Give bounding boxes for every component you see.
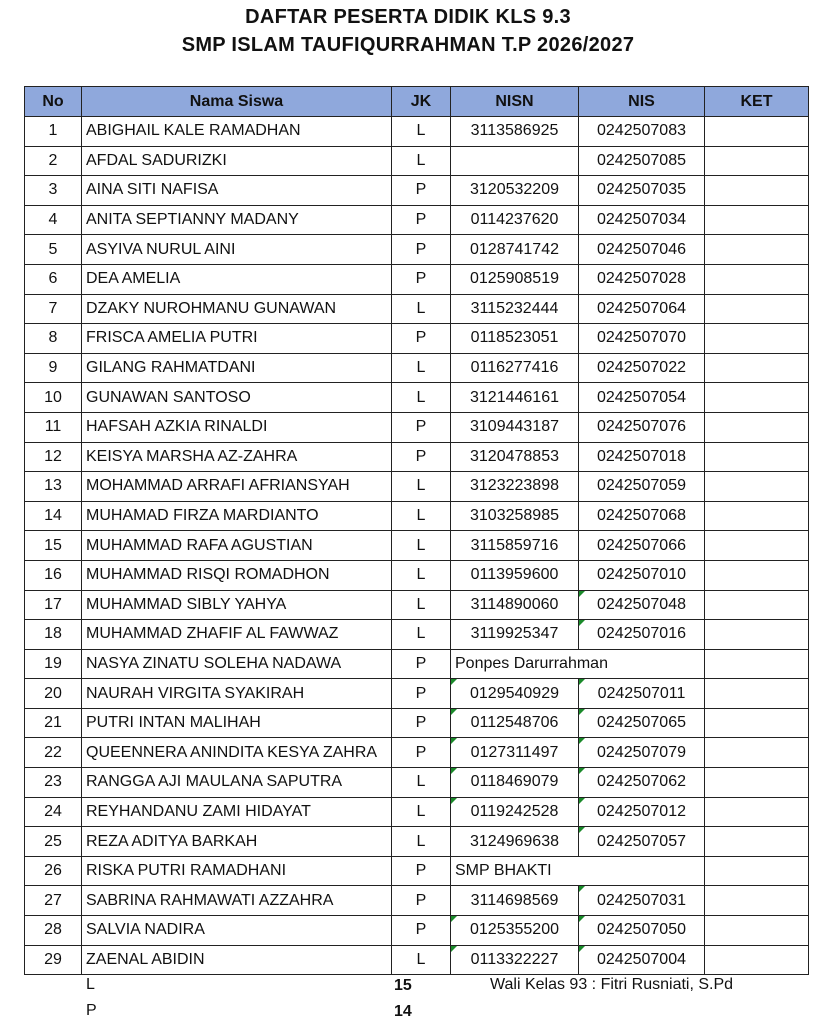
cell-nama: SABRINA RAHMAWATI AZZAHRA — [82, 886, 392, 916]
cell-jk: P — [392, 264, 451, 294]
cell-nis: 0242507085 — [579, 146, 705, 176]
cell-jk: P — [392, 708, 451, 738]
cell-ket — [705, 383, 809, 413]
cell-ket — [705, 264, 809, 294]
cell-no: 9 — [25, 353, 82, 383]
cell-jk: L — [392, 531, 451, 561]
cell-no: 1 — [25, 117, 82, 147]
cell-nama: RANGGA AJI MAULANA SAPUTRA — [82, 768, 392, 798]
cell-ket — [705, 945, 809, 975]
cell-nisn: 0119242528 — [451, 797, 579, 827]
table-row — [25, 886, 809, 916]
cell-no: 22 — [25, 738, 82, 768]
cell-nis: 0242507028 — [579, 264, 705, 294]
table-row — [25, 916, 809, 946]
cell-ket — [705, 412, 809, 442]
cell-jk: P — [392, 886, 451, 916]
cell-no: 27 — [25, 886, 82, 916]
cell-no: 14 — [25, 501, 82, 531]
footer-p-label: P — [86, 1002, 97, 1019]
table-row — [25, 205, 809, 235]
cell-nama: PUTRI INTAN MALIHAH — [82, 708, 392, 738]
cell-no: 6 — [25, 264, 82, 294]
cell-nisn: 0125355200 — [451, 916, 579, 946]
cell-jk: L — [392, 472, 451, 502]
homeroom-teacher: Wali Kelas 93 : Fitri Rusniati, S.Pd — [490, 976, 734, 993]
cell-no: 16 — [25, 560, 82, 590]
cell-nama: MUHAMMAD RAFA AGUSTIAN — [82, 531, 392, 561]
table-row — [25, 146, 809, 176]
cell-nis: 0242507018 — [579, 442, 705, 472]
cell-nis — [579, 856, 705, 886]
cell-nama: RISKA PUTRI RAMADHANI — [82, 856, 392, 886]
cell-no: 15 — [25, 531, 82, 561]
cell-no: 25 — [25, 827, 82, 857]
cell-nis: 0242507066 — [579, 531, 705, 561]
column-header-jk: JK — [392, 87, 451, 117]
cell-nisn: 0118469079 — [451, 768, 579, 798]
table-row — [25, 797, 809, 827]
cell-nisn: 0112548706 — [451, 708, 579, 738]
table-row — [25, 620, 809, 650]
cell-ket — [705, 590, 809, 620]
cell-ket — [705, 205, 809, 235]
cell-no: 4 — [25, 205, 82, 235]
cell-jk: P — [392, 856, 451, 886]
cell-no: 11 — [25, 412, 82, 442]
cell-nis: 0242507016 — [579, 620, 705, 650]
table-header-row — [25, 87, 809, 117]
cell-nama: DZAKY NUROHMANU GUNAWAN — [82, 294, 392, 324]
cell-no: 10 — [25, 383, 82, 413]
cell-ket — [705, 768, 809, 798]
table-row — [25, 827, 809, 857]
cell-ket — [705, 560, 809, 590]
cell-nis: 0242507012 — [579, 797, 705, 827]
cell-nis: 0242507064 — [579, 294, 705, 324]
footer-l-label: L — [86, 976, 95, 993]
cell-nisn: SMP BHAKTI — [451, 856, 579, 886]
cell-ket — [705, 827, 809, 857]
cell-nisn: 3120532209 — [451, 176, 579, 206]
cell-nisn: 3103258985 — [451, 501, 579, 531]
cell-nis: 0242507059 — [579, 472, 705, 502]
student-table — [24, 86, 809, 975]
cell-nis: 0242507057 — [579, 827, 705, 857]
cell-nama: GUNAWAN SANTOSO — [82, 383, 392, 413]
cell-jk: L — [392, 827, 451, 857]
cell-ket — [705, 146, 809, 176]
cell-nama: ABIGHAIL KALE RAMADHAN — [82, 117, 392, 147]
cell-no: 5 — [25, 235, 82, 265]
cell-nama: ANITA SEPTIANNY MADANY — [82, 205, 392, 235]
table-row — [25, 117, 809, 147]
cell-ket — [705, 856, 809, 886]
table-row — [25, 531, 809, 561]
cell-nama: ZAENAL ABIDIN — [82, 945, 392, 975]
cell-ket — [705, 886, 809, 916]
footer-p-count: 14 — [394, 1003, 412, 1020]
cell-no: 26 — [25, 856, 82, 886]
cell-nis: 0242507010 — [579, 560, 705, 590]
cell-jk: L — [392, 353, 451, 383]
cell-ket — [705, 117, 809, 147]
cell-ket — [705, 649, 809, 679]
cell-nis: 0242507054 — [579, 383, 705, 413]
cell-no: 8 — [25, 324, 82, 354]
cell-jk: P — [392, 176, 451, 206]
cell-jk: L — [392, 501, 451, 531]
cell-jk: L — [392, 560, 451, 590]
cell-nis: 0242507035 — [579, 176, 705, 206]
cell-nisn: Ponpes Darurrahman — [451, 649, 579, 679]
cell-nama: QUEENNERA ANINDITA KESYA ZAHRA — [82, 738, 392, 768]
cell-nis: 0242507031 — [579, 886, 705, 916]
cell-nisn: 3113586925 — [451, 117, 579, 147]
cell-ket — [705, 472, 809, 502]
cell-nisn: 3109443187 — [451, 412, 579, 442]
table-row — [25, 383, 809, 413]
cell-nama: MUHAMMAD SIBLY YAHYA — [82, 590, 392, 620]
cell-nama: GILANG RAHMATDANI — [82, 353, 392, 383]
cell-nisn: 3114890060 — [451, 590, 579, 620]
table-row — [25, 472, 809, 502]
table-row — [25, 353, 809, 383]
cell-nisn: 3114698569 — [451, 886, 579, 916]
cell-jk: P — [392, 679, 451, 709]
table-row — [25, 442, 809, 472]
cell-no: 24 — [25, 797, 82, 827]
cell-jk: P — [392, 916, 451, 946]
cell-nisn: 0128741742 — [451, 235, 579, 265]
cell-no: 17 — [25, 590, 82, 620]
cell-ket — [705, 531, 809, 561]
cell-nama: MUHAMAD FIRZA MARDIANTO — [82, 501, 392, 531]
cell-jk: L — [392, 620, 451, 650]
table-row — [25, 324, 809, 354]
table-row — [25, 264, 809, 294]
cell-ket — [705, 294, 809, 324]
cell-jk: P — [392, 412, 451, 442]
cell-ket — [705, 442, 809, 472]
table-row — [25, 412, 809, 442]
cell-jk: L — [392, 945, 451, 975]
cell-nama: NAURAH VIRGITA SYAKIRAH — [82, 679, 392, 709]
cell-ket — [705, 708, 809, 738]
cell-nama: KEISYA MARSHA AZ-ZAHRA — [82, 442, 392, 472]
cell-no: 7 — [25, 294, 82, 324]
table-row — [25, 649, 809, 679]
cell-nama: AINA SITI NAFISA — [82, 176, 392, 206]
cell-nisn: 3120478853 — [451, 442, 579, 472]
cell-nisn — [451, 146, 579, 176]
cell-nisn: 0116277416 — [451, 353, 579, 383]
cell-nisn: 0113959600 — [451, 560, 579, 590]
cell-jk: P — [392, 442, 451, 472]
cell-nama: ASYIVA NURUL AINI — [82, 235, 392, 265]
cell-ket — [705, 679, 809, 709]
cell-nisn: 3124969638 — [451, 827, 579, 857]
cell-jk: L — [392, 117, 451, 147]
cell-no: 13 — [25, 472, 82, 502]
cell-nis: 0242507034 — [579, 205, 705, 235]
cell-jk: P — [392, 205, 451, 235]
column-header-nama: Nama Siswa — [82, 87, 392, 117]
cell-nis: 0242507062 — [579, 768, 705, 798]
document-title: DAFTAR PESERTA DIDIK KLS 9.3 — [245, 6, 571, 28]
cell-jk: L — [392, 383, 451, 413]
cell-nis: 0242507068 — [579, 501, 705, 531]
cell-nisn: 3119925347 — [451, 620, 579, 650]
cell-nisn: 3121446161 — [451, 383, 579, 413]
cell-ket — [705, 738, 809, 768]
table-row — [25, 945, 809, 975]
cell-ket — [705, 620, 809, 650]
cell-nisn: 0127311497 — [451, 738, 579, 768]
column-header-nisn: NISN — [451, 87, 579, 117]
cell-nisn: 0114237620 — [451, 205, 579, 235]
table-row — [25, 590, 809, 620]
cell-no: 3 — [25, 176, 82, 206]
cell-nisn: 3123223898 — [451, 472, 579, 502]
cell-jk: L — [392, 590, 451, 620]
cell-jk: P — [392, 649, 451, 679]
cell-nama: REZA ADITYA BARKAH — [82, 827, 392, 857]
cell-nis: 0242507065 — [579, 708, 705, 738]
cell-nama: HAFSAH AZKIA RINALDI — [82, 412, 392, 442]
cell-nisn: 0125908519 — [451, 264, 579, 294]
cell-nis: 0242507011 — [579, 679, 705, 709]
cell-no: 28 — [25, 916, 82, 946]
cell-jk: L — [392, 294, 451, 324]
cell-jk: P — [392, 324, 451, 354]
table-row — [25, 501, 809, 531]
table-row — [25, 235, 809, 265]
column-header-ket: KET — [705, 87, 809, 117]
cell-no: 21 — [25, 708, 82, 738]
table-row — [25, 768, 809, 798]
cell-nisn: 3115859716 — [451, 531, 579, 561]
cell-nis: 0242507048 — [579, 590, 705, 620]
table-row — [25, 856, 809, 886]
cell-nama: MUHAMMAD RISQI ROMADHON — [82, 560, 392, 590]
column-header-no: No — [25, 87, 82, 117]
table-row — [25, 679, 809, 709]
cell-nama: FRISCA AMELIA PUTRI — [82, 324, 392, 354]
cell-nis: 0242507050 — [579, 916, 705, 946]
document-subtitle: SMP ISLAM TAUFIQURRAHMAN T.P 2026/2027 — [181, 34, 635, 56]
cell-no: 20 — [25, 679, 82, 709]
cell-nis: 0242507083 — [579, 117, 705, 147]
cell-jk: P — [392, 235, 451, 265]
cell-nis: 0242507046 — [579, 235, 705, 265]
cell-nisn: 0118523051 — [451, 324, 579, 354]
cell-ket — [705, 501, 809, 531]
cell-nama: DEA AMELIA — [82, 264, 392, 294]
cell-nama: MOHAMMAD ARRAFI AFRIANSYAH — [82, 472, 392, 502]
cell-ket — [705, 916, 809, 946]
cell-no: 12 — [25, 442, 82, 472]
cell-nama: AFDAL SADURIZKI — [82, 146, 392, 176]
cell-nama: NASYA ZINATU SOLEHA NADAWA — [82, 649, 392, 679]
cell-jk: P — [392, 738, 451, 768]
cell-nis: 0242507079 — [579, 738, 705, 768]
footer-l-count: 15 — [394, 977, 412, 994]
cell-nama: SALVIA NADIRA — [82, 916, 392, 946]
cell-ket — [705, 353, 809, 383]
cell-nisn: 0113322227 — [451, 945, 579, 975]
table-row — [25, 560, 809, 590]
cell-ket — [705, 324, 809, 354]
table-row — [25, 708, 809, 738]
column-header-nis: NIS — [579, 87, 705, 117]
cell-no: 29 — [25, 945, 82, 975]
cell-nama: REYHANDANU ZAMI HIDAYAT — [82, 797, 392, 827]
table-row — [25, 738, 809, 768]
cell-nama: MUHAMMAD ZHAFIF AL FAWWAZ — [82, 620, 392, 650]
table-row — [25, 294, 809, 324]
cell-ket — [705, 797, 809, 827]
cell-nis: 0242507022 — [579, 353, 705, 383]
cell-jk: L — [392, 768, 451, 798]
cell-no: 19 — [25, 649, 82, 679]
cell-nis: 0242507070 — [579, 324, 705, 354]
cell-nisn: 3115232444 — [451, 294, 579, 324]
cell-no: 23 — [25, 768, 82, 798]
cell-jk: L — [392, 797, 451, 827]
cell-ket — [705, 235, 809, 265]
cell-no: 2 — [25, 146, 82, 176]
cell-nis: 0242507076 — [579, 412, 705, 442]
cell-nisn: 0129540929 — [451, 679, 579, 709]
cell-nis: 0242507004 — [579, 945, 705, 975]
cell-jk: L — [392, 146, 451, 176]
cell-ket — [705, 176, 809, 206]
cell-no: 18 — [25, 620, 82, 650]
table-row — [25, 176, 809, 206]
